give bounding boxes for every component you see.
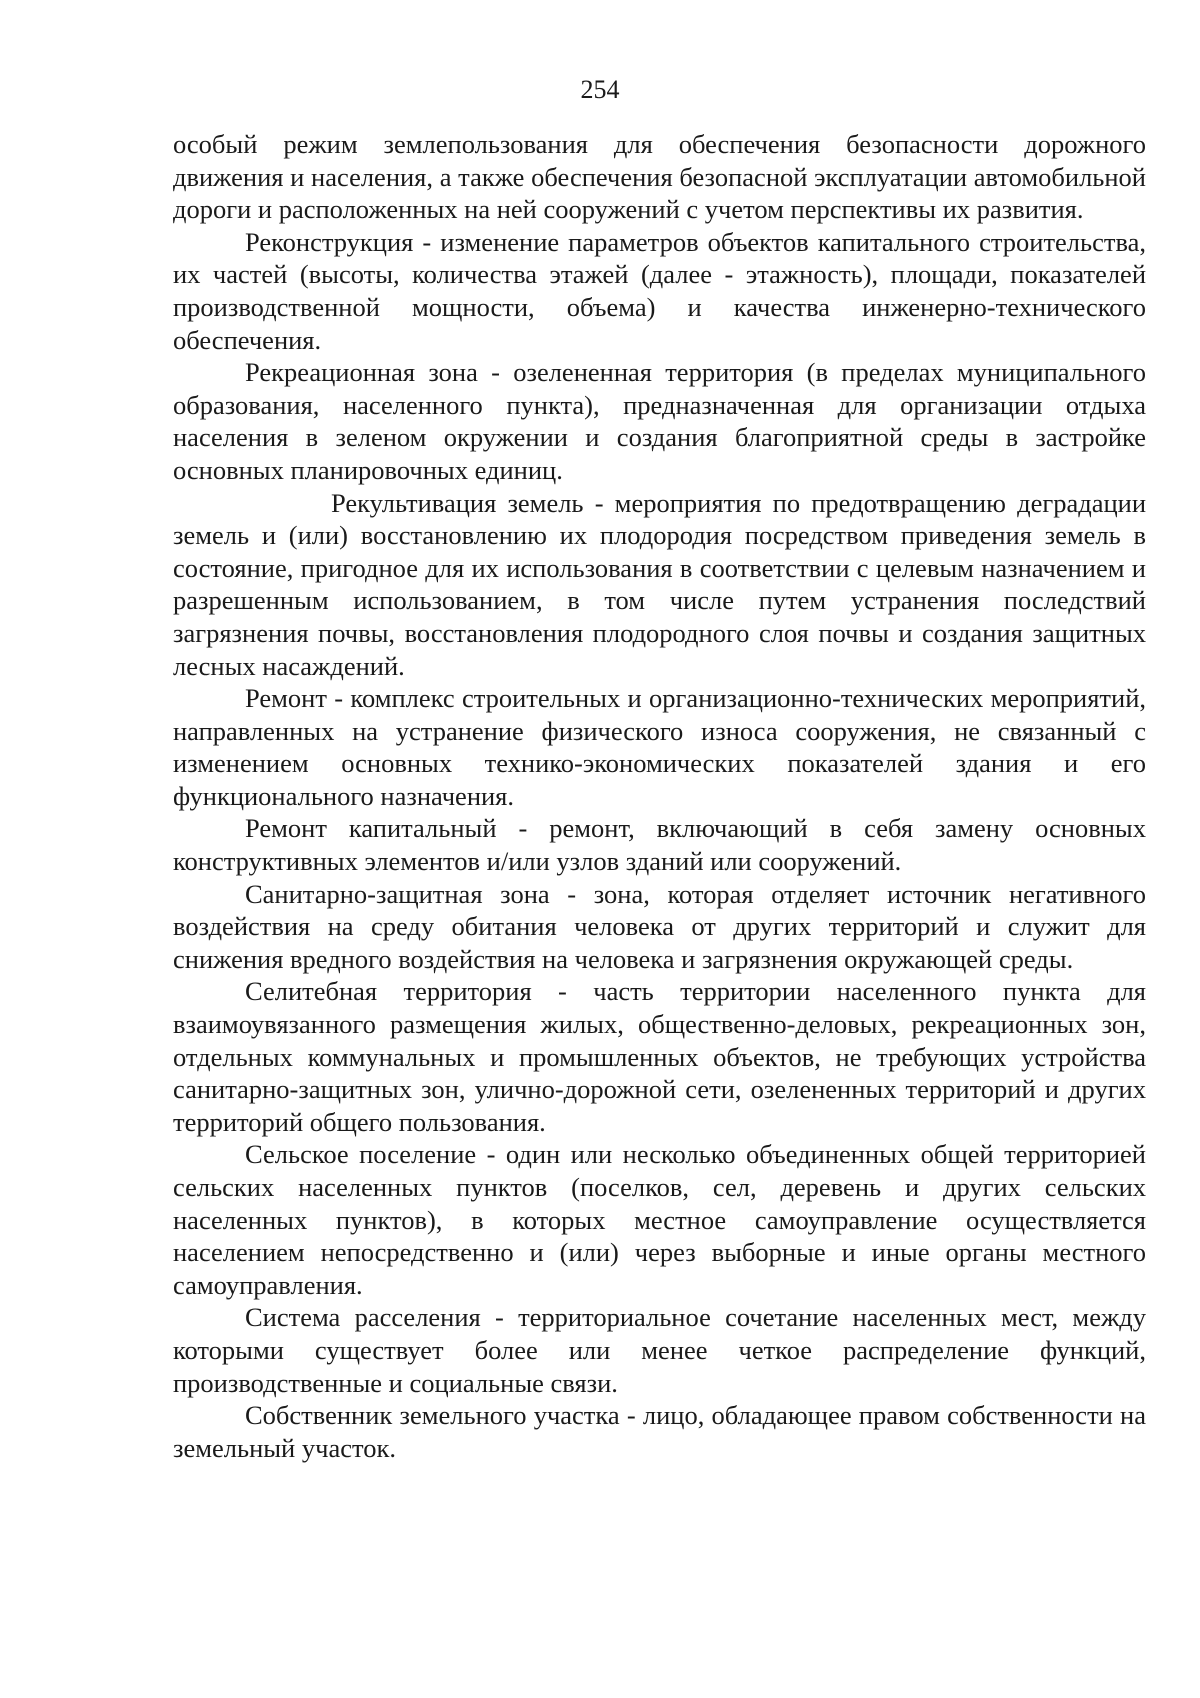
definition-capital-repair: Ремонт капитальный - ремонт, включающий в себя замену основных конструктивных элементов и/или узлов зданий или сооружений. (173, 813, 1146, 877)
definition-recreation-zone: Рекреационная зона - озелененная территория (в пределах муниципального образования, населенного пункта), предназначенная для организации отдыха населения в зеленом окружении и создания благоприятной среды в застройке основных планировочных единиц. (173, 357, 1146, 485)
page-number: 254 (580, 75, 620, 104)
definition-rural-settlement: Сельское поселение - один или несколько объединенных общей территорией сельских населенных пунктов (поселков, сел, деревень и других сельских населенных пунктов), в которых местное самоуправление осуществляется населением непосредственно и (или) через выборные и иные органы местного самоуправления. (173, 1139, 1146, 1300)
document-body (173, 128, 1146, 1464)
definition-land-owner: Собственник земельного участка - лицо, обладающее правом собственности на земельный участок. (173, 1400, 1146, 1463)
paragraph-continuation: особый режим землепользования для обеспечения безопасности дорожного движения и населения, а также обеспечения безопасной эксплуатации автомобильной дороги и расположенных на ней сооружений с учетом перспективы их развития. (173, 129, 1146, 225)
definition-settlement-system: Система расселения - территориальное сочетание населенных мест, между которыми существует более или менее четкое распределение функций, производственные и социальные связи. (173, 1302, 1146, 1398)
definition-residential-territory: Селитебная территория - часть территории населенного пункта для взаимоувязанного размещения жилых, общественно-деловых, рекреационных зон, отдельных коммунальных и промышленных объектов, не требующих устройства санитарно-защитных зон, улично-дорожной сети, озелененных территорий и других территорий общего пользования. (173, 976, 1146, 1137)
definition-sanitary-protection-zone: Санитарно-защитная зона - зона, которая отделяет источник негативного воздействия на среду обитания человека от других территорий и служит для снижения вредного воздействия на человека и загрязнения окружающей среды. (173, 878, 1146, 974)
definition-land-recultivation: Рекультивация земель - мероприятия по предотвращению деградации земель и (или) восстановлению их плодородия посредством приведения земель в состояние, пригодное для их использования в соответствии с целевым назначением и разрешенным использованием, в том числе путем устранения последствий загрязнения почвы, восстановления плодородного слоя почвы и создания защитных лесных насаждений. (173, 487, 1146, 681)
definition-repair: Ремонт - комплекс строительных и организационно-технических мероприятий, направленных на устранение физического износа сооружения, не связанный с изменением основных технико-экономических показателей здания и его функционального назначения. (173, 683, 1146, 811)
definition-reconstruction: Реконструкция - изменение параметров объектов капитального строительства, их частей (высоты, количества этажей (далее - этажность), площади, показателей производственной мощности, объема) и качества инженерно-технического обеспечения. (173, 226, 1146, 355)
